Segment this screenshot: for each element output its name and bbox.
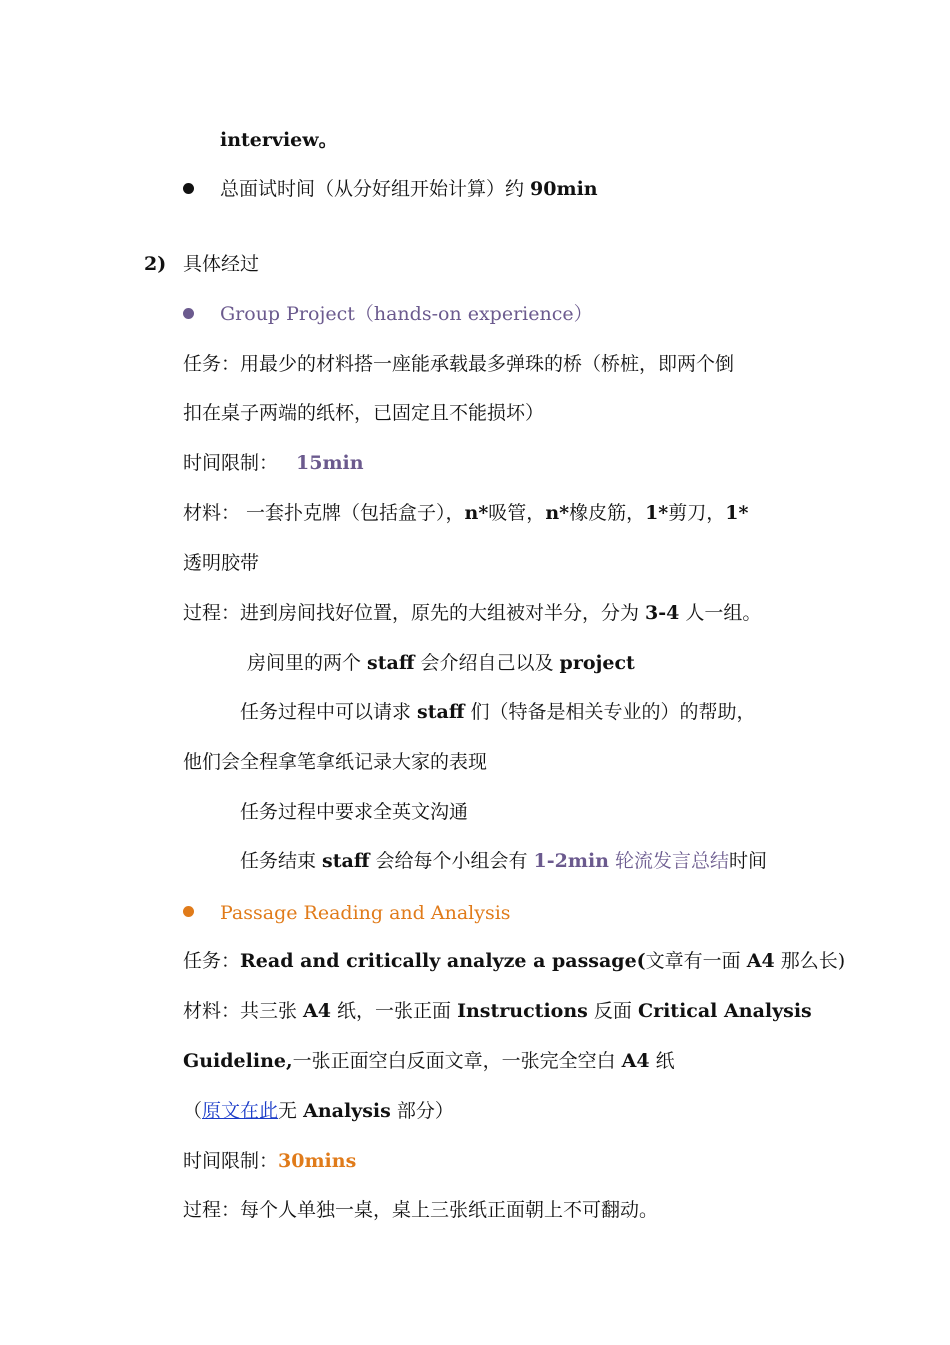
gp-materials-line1: 材料： 一套扑克牌（包括盒子），n*吸管，n*橡皮筋，1*剪刀，1* <box>183 502 749 524</box>
gp-help: 任务过程中可以请求 staff 们（特备是相关专业的）的帮助， <box>240 701 756 723</box>
pra-original-note: （原文在此无 Analysis 部分） <box>183 1100 454 1122</box>
gp-time-limit: 时间限制： 15min <box>183 452 364 474</box>
bullet-icon <box>183 308 194 319</box>
bullet-icon <box>183 906 194 917</box>
gp-process: 过程：进到房间找好位置，原先的大组被对半分，分为 3-4 人一组。 <box>183 602 762 624</box>
gp-materials-line2: 透明胶带 <box>183 552 260 574</box>
gp-task-line1: 任务：用最少的材料搭一座能承载最多弹珠的桥（桥桩，即两个倒 <box>183 353 735 375</box>
group-project-heading: Group Project（hands-on experience） <box>220 303 593 325</box>
pra-task: 任务：Read and critically analyze a passage(文章有一面 A4 那么长) <box>183 950 846 972</box>
bullet-icon <box>183 183 194 194</box>
gp-record: 他们会全程拿笔拿纸记录大家的表现 <box>183 751 488 773</box>
pra-time-limit: 时间限制：30mins <box>183 1150 357 1172</box>
pra-process: 过程：每个人单独一桌，桌上三张纸正面朝上不可翻动。 <box>183 1199 659 1221</box>
gp-english: 任务过程中要求全英文沟通 <box>240 801 469 823</box>
text-interview: interview。 <box>220 129 338 151</box>
section-title: 具体经过 <box>183 253 260 275</box>
pra-materials-line1: 材料：共三张 A4 纸，一张正面 Instructions 反面 Critical Analysis <box>183 1000 812 1022</box>
original-text-link[interactable]: 原文在此 <box>202 1100 279 1122</box>
passage-reading-heading: Passage Reading and Analysis <box>220 902 511 924</box>
gp-room-staff: 房间里的两个 staff 会介绍自己以及 project <box>247 652 635 674</box>
gp-task-line2: 扣在桌子两端的纸杯，已固定且不能损坏） <box>183 402 545 424</box>
pra-materials-line2: Guideline,一张正面空白反面文章，一张完全空白 A4 纸 <box>183 1050 675 1072</box>
text-total-time: 总面试时间（从分好组开始计算）约 90min <box>220 178 598 200</box>
section-number: 2) <box>144 253 167 275</box>
gp-end-summary: 任务结束 staff 会给每个小组会有 1-2min 轮流发言总结时间 <box>240 850 768 872</box>
